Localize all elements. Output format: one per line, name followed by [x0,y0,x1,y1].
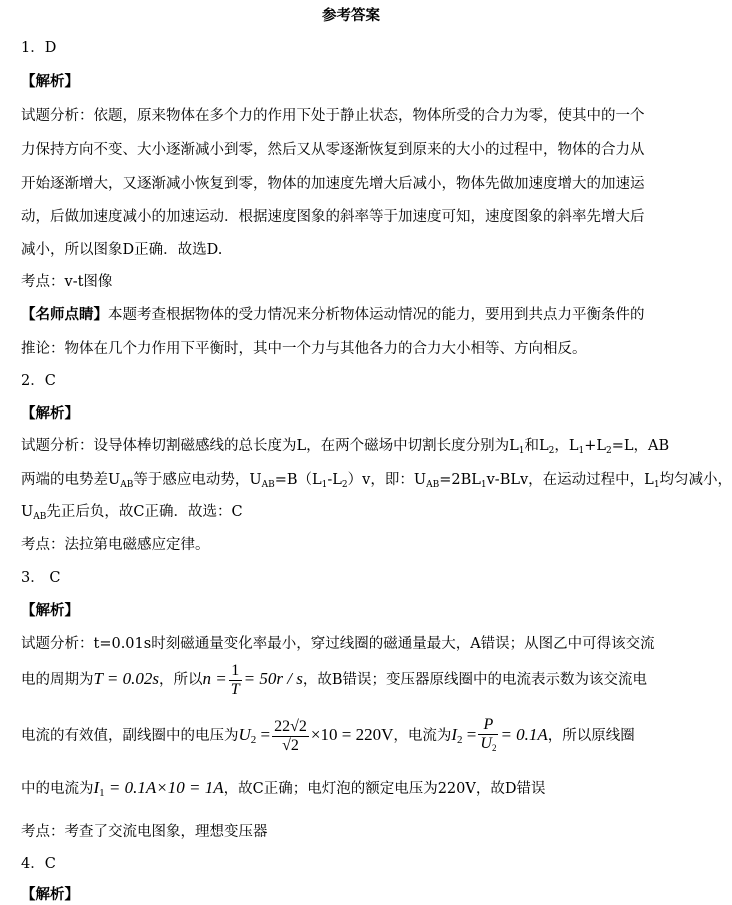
q1-kaodian: 考点：v-t图像 [21,274,113,290]
page-title: 参考答案 [322,8,380,24]
q2-line-2: 两端的电势差$U_{AB}$等于感应电动势，$U_{AB}=B(L_1-L_2)v$，即：$U_{AB}=2BL_1v$-BLv，在运动过程中，$L_1$均匀减小， [21,472,732,490]
q4-analysis-tag: 【解析】 [21,887,79,903]
q4-answer: 4．C [21,856,56,872]
q2-kaodian: 考点：法拉第电磁感应定律。 [21,537,210,553]
q1-analysis-tag: 【解析】 [21,74,79,90]
q1-mingshi-text: 本题考查根据物体的受力情况来分析物体运动情况的能力，要用到共点力平衡条件的 [108,307,645,323]
q3-kaodian: 考点：考查了交流电图象，理想变压器 [21,824,268,840]
q2-line-1: 试题分析：设导体棒切割磁感线的总长度为L，在两个磁场中切割长度分别为$L_1$和$L_2$，$L_1+L_2=L$，AB [21,438,670,456]
q3-line-4: 中的电流为$I_1 = 0.1A\times 10 = 1A$，故C正确；电灯泡的额定电压为220V，故D错误 [21,778,546,799]
q3-answer: 3． C [21,570,61,586]
q3-fraction-voltage: $\frac{22√2}{√2}$ [274,717,307,754]
q1-line-3: 开始逐渐增大，又逐渐减小恢复到零，物体的加速度先增大后减小，物体先做加速度增大的加速运 [21,176,645,192]
q3-analysis-tag: 【解析】 [21,603,79,619]
q3-fraction-1-over-T: $\frac{1}{T}$ [230,661,240,698]
q3-line-1: 试题分析：t=0.01s时刻磁通量变化率最小，穿过线圈的磁通量最大，A错误；从图乙中可得该交流 [21,636,655,652]
q1-line-4: 动，后做加速度减小的加速运动．根据速度图象的斜率等于加速度可知，速度图象的斜率先增大后 [21,209,645,225]
q2-analysis-tag: 【解析】 [21,406,79,422]
q1-mingshi-tag: 【名师点睛】 [21,307,108,323]
q1-line-2: 力保持方向不变、大小逐渐减小到零，然后又从零逐渐恢复到原来的大小的过程中，物体的合力从 [21,142,645,158]
q3-line-2: 电的周期为T = 0.02s，所以n = $\frac{1}{T}$ = 50r / s，故B错误；变压器原线圈中的电流表示数为该交流电 [21,661,647,698]
q1-mingshi-line-2: 推论：物体在几个力作用下平衡时，其中一个力与其他各力的合力大小相等、方向相反。 [21,341,587,357]
q3-fraction-current: $\frac{P}{U_2}$ [480,715,497,753]
q1-line-1: 试题分析：依题，原来物体在多个力的作用下处于静止状态，物体所受的合力为零，使其中的一个 [21,108,645,124]
q3-period-formula: T = 0.02s [93,669,159,688]
q1-line-5: 减小，所以图象D正确．故选D. [21,242,223,258]
q2-line-3: $U_{AB}$先正后负，故C正确．故选：C [21,504,243,522]
q2-answer: 2．C [21,373,56,389]
q3-line-3: 电流的有效值，副线圈中的电压为$U_2$ = $\frac{22√2}{√2}$ ×10 = 220V，电流为$I_2$ = $\frac{P}{U_2}$ = 0.1A，所以原线圈 [21,714,635,761]
q1-mingshi-line-1 [21,305,645,325]
q1-answer: 1．D [21,40,57,56]
